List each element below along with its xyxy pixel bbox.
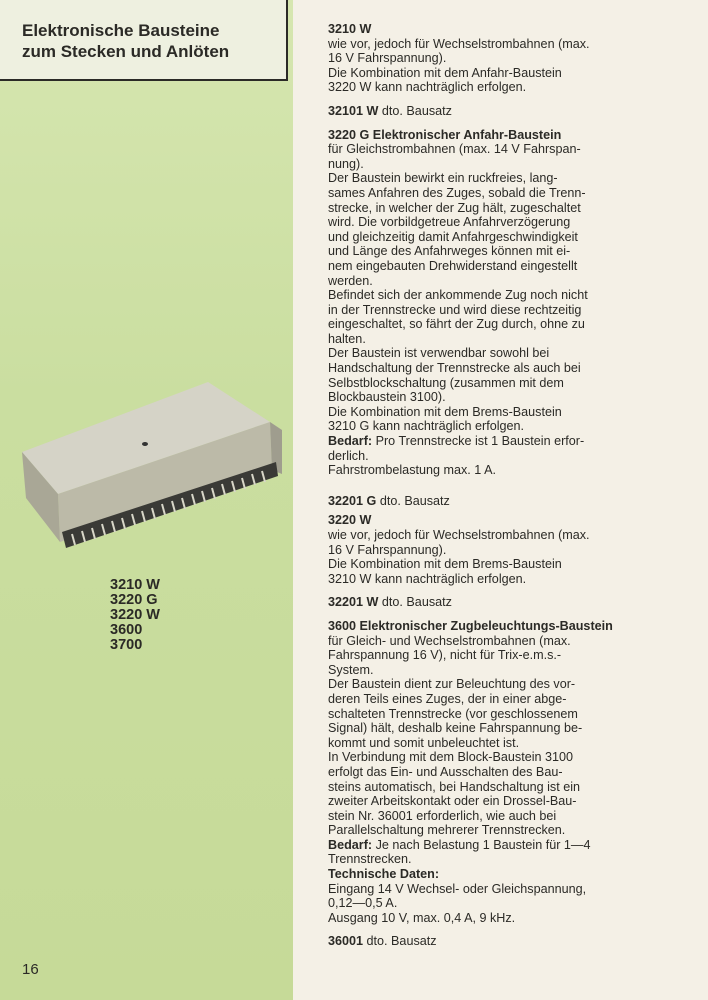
product-code: 3700: [110, 637, 143, 653]
section-title: [22, 20, 229, 62]
kit-code: 32201 W: [328, 595, 379, 610]
product-code: 3220 G: [110, 592, 158, 608]
text-line: nung).: [328, 156, 364, 171]
product-code: 3210 W: [110, 577, 160, 593]
text-line: Der Baustein dient zur Beleuchtung des vor-: [328, 677, 576, 692]
text-line: Blockbaustein 3100).: [328, 390, 446, 405]
text-line: Ausgang 10 V, max. 0,4 A, 9 kHz.: [328, 910, 516, 925]
entry-body: [328, 142, 634, 478]
entry-body: [328, 37, 634, 95]
electronic-module-photo: [20, 382, 282, 552]
kit-entry: [328, 595, 634, 610]
text-line: Trennstrecken.: [328, 852, 412, 867]
entry-heading: 3220 G Elektronischer Anfahr-Baustein: [328, 127, 562, 142]
text-line: 16 V Fahrspannung).: [328, 51, 447, 66]
text-line: kommt und somit unbeleuchtet ist.: [328, 735, 520, 750]
entry-heading: 3210 W: [328, 22, 372, 36]
text-line: und gleichzeitig damit Anfahrgeschwindigkeit: [328, 229, 578, 244]
tech-data-label: Technische Daten:: [328, 867, 440, 882]
bedarf-line: [328, 434, 634, 449]
text-line: Handschaltung der Trennstrecke als auch bei: [328, 361, 581, 376]
product-code-list: [110, 578, 160, 653]
text-line: nem eingebauten Drehwiderstand eingestellt: [328, 258, 578, 273]
text-line: 3210 W kann nachträglich erfolgen.: [328, 571, 527, 586]
text-line: wie vor, jedoch für Wechselstrombahnen (max.: [328, 36, 590, 51]
text-line: halten.: [328, 331, 366, 346]
text-line: Selbstblockschaltung (zusammen mit dem: [328, 375, 564, 390]
bedarf-label: Bedarf:: [328, 434, 373, 449]
text-line: 3210 G kann nachträglich erfolgen.: [328, 419, 525, 434]
text-line: 3220 W kann nachträglich erfolgen.: [328, 80, 527, 95]
text-line: In Verbindung mit dem Block-Baustein 3100: [328, 750, 574, 765]
text-line: und Länge des Anfahrweges können mit ei-: [328, 244, 571, 259]
kit-text: dto. Bausatz: [381, 103, 452, 118]
left-panel: [0, 0, 293, 1000]
text-line: Der Baustein ist verwendbar sowohl bei: [328, 346, 550, 361]
text-line: Die Kombination mit dem Anfahr-Baustein: [328, 65, 562, 80]
text-line: erfolgt das Ein- und Ausschalten des Bau-: [328, 764, 563, 779]
kit-entry: [328, 104, 634, 119]
text-line: Parallelschaltung mehrerer Trennstrecken.: [328, 823, 566, 838]
bedarf-label: Bedarf:: [328, 837, 373, 852]
product-code: 3220 W: [110, 607, 160, 623]
kit-code: 32101 W: [328, 103, 379, 118]
text-line: Befindet sich der ankommende Zug noch nicht: [328, 288, 588, 303]
text-line: zweiter Arbeitskontakt oder ein Drossel-Bau-: [328, 794, 577, 809]
text-line: schalteten Trennstrecke (vor geschlossenem: [328, 706, 578, 721]
bedarf-line: [328, 838, 634, 853]
text-line: Signal) hält, deshalb keine Fahrspannung be-: [328, 721, 583, 736]
entry-body: [328, 634, 634, 926]
text-line: Fahrstrombelastung max. 1 A.: [328, 463, 496, 478]
kit-entry: [328, 934, 634, 949]
section-title-box: [0, 0, 288, 81]
text-line: steins automatisch, bei Handschaltung ist ein: [328, 779, 581, 794]
text-line: 16 V Fahrspannung).: [328, 542, 447, 557]
text-line: für Gleichstrombahnen (max. 14 V Fahrspan-: [328, 142, 581, 157]
text-line: Die Kombination mit dem Brems-Baustein: [328, 404, 562, 419]
text-line: 0,12—0,5 A.: [328, 896, 398, 911]
kit-text: dto. Bausatz: [379, 493, 450, 508]
page-number: 16: [22, 961, 39, 978]
text-line: sames Anfahren des Zuges, sobald die Trenn-: [328, 185, 586, 200]
text-line: derlich.: [328, 448, 369, 463]
text-line: wie vor, jedoch für Wechselstrombahnen (max.: [328, 528, 590, 542]
title-line-1: Elektronische Bausteine: [22, 21, 220, 40]
text-line: Eingang 14 V Wechsel- oder Gleichspannung,: [328, 881, 587, 896]
kit-code: 32201 G: [328, 493, 377, 508]
text-line: eingeschaltet, so fährt der Zug durch, ohne zu: [328, 317, 585, 332]
kit-text: dto. Bausatz: [366, 934, 437, 949]
product-descriptions: [328, 22, 634, 949]
text-line: wird. Die vorbildgetreue Anfahrverzögerung: [328, 215, 571, 230]
text-line: stein Nr. 36001 erforderlich, wie auch bei: [328, 808, 557, 823]
text-line: Fahrspannung 16 V), nicht für Trix-e.m.s.-: [328, 648, 562, 663]
kit-text: dto. Bausatz: [381, 595, 452, 610]
bedarf-text: Pro Trennstrecke ist 1 Baustein erfor-: [372, 434, 585, 449]
text-line: System.: [328, 662, 374, 677]
product-code: 3600: [110, 622, 143, 638]
text-line: in der Trennstrecke und wird diese rechtzeitig: [328, 302, 582, 317]
text-line: deren Teils eines Zuges, der in einer abge-: [328, 691, 567, 706]
entry-heading: 3600 Elektronischer Zugbeleuchtungs-Baustein: [328, 618, 613, 633]
text-line: werden.: [328, 273, 373, 288]
title-line-2: zum Stecken und Anlöten: [22, 42, 230, 61]
text-line: für Gleich- und Wechselstrombahnen (max.: [328, 633, 571, 648]
text-line: Die Kombination mit dem Brems-Baustein: [328, 557, 562, 572]
entry-heading: 3220 W: [328, 513, 372, 528]
entry-body: [328, 528, 634, 586]
text-line: strecke, in welcher der Zug hält, zugeschaltet: [328, 200, 581, 215]
kit-entry: [328, 494, 634, 509]
bedarf-text: Je nach Belastung 1 Baustein für 1—4: [372, 837, 591, 852]
text-line: Der Baustein bewirkt ein ruckfreies, lang-: [328, 171, 558, 186]
kit-code: 36001: [328, 934, 364, 949]
